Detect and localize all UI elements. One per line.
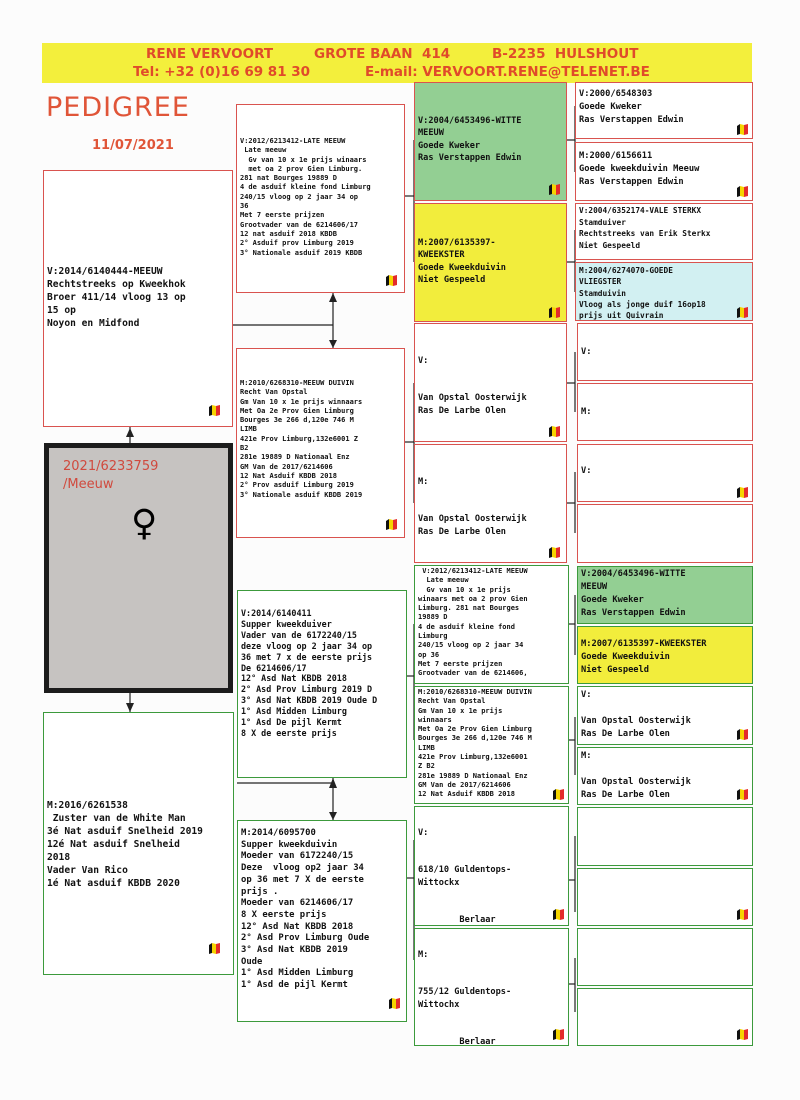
g4-text-3: V:2004/6352174-VALE STERKX Stamduiver Rechtstreeks van Erik Sterkx Niet Gespeeld <box>579 206 711 250</box>
dam-text: M:2016/6261538 Zuster van de White Man 3é Nat asduif Snelheid 2019 12é Nat asduif Snelheid 2018 Vader Van Rico 1é Nat asduif KBDB 2020 <box>47 800 203 889</box>
g4-box-16 <box>577 988 753 1046</box>
breeder-name: RENE VERVOORT <box>146 46 274 62</box>
g4-text-12: M: Van Opstal Oosterwijk Ras De Larbe Olen <box>581 751 691 800</box>
female-symbol-icon: ♀ <box>131 503 158 544</box>
g3-box-1 <box>414 82 567 201</box>
g4-box-4 <box>575 262 753 321</box>
g4-box-13 <box>577 807 753 866</box>
sire-dam-text: M:2010/6268310-MEEUW DUIVIN Recht Van Opstal Gm Van 10 x 1e prijs winnaars Met Oa 2e Prov Gien Limburg Bourges 3e 266 d,120e 746 M LIMB 421e Prov Limburg,132e6001 Z B2 281e 19889 D Nationaal Enz GM Van de 2017/6214606 12 Nat Asduif KBDB 2018 2° Prov asduif Limburg 2019 3° Nationale asduif KBDB 2019 <box>240 379 363 499</box>
g3-box-4 <box>414 444 567 563</box>
belgian-flag-icon <box>736 184 750 198</box>
g3-text-5: V:2012/6213412-LATE MEEUW Late meeuw Gv van 10 x 1e prijs winaars met oa 2 prov Gien Limburg. 281 nat Bourges 19889 D 4 de asduif kleine fond Limburg 240/15 vloog op 2 jaar 34 op 36 Met 7 eerste prijzen Grootvader van de 6214606, <box>418 567 528 678</box>
g4-box-1 <box>575 82 753 139</box>
g3-text-2: M:2007/6135397- KWEEKSTER Goede Kweekduivin Niet Gespeeld <box>418 238 506 286</box>
belgian-flag-icon <box>388 996 402 1010</box>
g4-box-11 <box>577 686 753 745</box>
pedigree-date: 11/07/2021 <box>92 138 174 153</box>
belgian-flag-icon <box>552 787 566 801</box>
g4-text-6: M: <box>581 407 592 417</box>
g3-box-2 <box>414 203 567 322</box>
g4-text-2: M:2000/6156611 Goede kweekduivin Meeuw Ras Verstappen Edwin <box>579 151 700 187</box>
g4-box-5 <box>577 323 753 381</box>
belgian-flag-icon <box>736 907 750 921</box>
g3-text-6: M:2010/6268310-MEEUW DUIVIN Recht Van Opstal Gm Van 10 x 1e prijs winnaars Met Oa 2e Prov Gien Limburg Bourges 3e 266 d,120e 746 M LIMB 421e Prov Limburg,132e6001 Z B2 281e 19889 D Nationaal Enz GM Van de 2017/6214606 12 Nat Asduif KBDB 2018 <box>418 688 532 799</box>
page-title: PEDIGREE <box>46 92 190 123</box>
g4-text-5: V: <box>581 347 592 357</box>
dam-sire-text: V:2014/6140411 Supper kweekduiver Vader van de 6172240/15 deze vloog op 2 jaar 34 op 36 met 7 x de eerste prijs De 6214606/17 12° Asd Nat KBDB 2018 2° Asd Prov Limburg 2019 D 3° Asd Nat KBDB 2019 Oude D 1° Asd Midden Limburg 1° Asd De pijl Kermt 8 X de eerste prijs <box>241 608 378 738</box>
g4-box-14 <box>577 868 753 926</box>
breeder-city: B-2235 HULSHOUT <box>492 46 639 62</box>
belgian-flag-icon <box>736 485 750 499</box>
g4-box-10 <box>577 626 753 684</box>
belgian-flag-icon <box>548 424 562 438</box>
belgian-flag-icon <box>736 122 750 136</box>
g4-box-15 <box>577 928 753 986</box>
sire-sire-text: V:2012/6213412-LATE MEEUW Late meeuw Gv van 10 x 1e prijs winaars met oa 2 prov Gien Limburg. 281 nat Bourges 19889 D 4 de asduif kleine fond Limburg 240/15 vloog op 2 jaar 34 op 36 Met 7 eerste prijzen Grootvader van de 6214606/17 12 nat asduif 2018 KBDB 2° Asduif prov Limburg 2019 3° Nationale asduif 2019 KBDB <box>240 137 371 257</box>
dam-dam-box <box>237 820 407 1022</box>
subject-name: /Meeuw <box>63 477 114 492</box>
sire-dam-box <box>236 348 405 538</box>
belgian-flag-icon <box>208 403 222 417</box>
belgian-flag-icon <box>552 1027 566 1041</box>
g4-box-6 <box>577 383 753 441</box>
belgian-flag-icon <box>736 305 750 319</box>
sire-text: V:2014/6140444-MEEUW Rechtstreeks op Kweekhok Broer 411/14 vloog 13 op 15 op Noyon en Midfond <box>47 266 186 329</box>
g4-text-4: M:2004/6274070-GOEDE VLIEGSTER Stamduivin Vloog als jonge duif 16op18 prijs uit Quivrain <box>579 266 706 321</box>
dam-box <box>43 712 234 975</box>
g4-text-1: V:2000/6548303 Goede Kweker Ras Verstappen Edwin <box>579 89 684 125</box>
g4-box-2 <box>575 142 753 201</box>
sire-sire-box <box>236 104 405 293</box>
g3-box-7 <box>414 806 569 926</box>
g3-text-7: V: 618/10 Guldentops- Wittockx Berlaar <box>418 828 512 925</box>
g3-box-6 <box>414 686 569 804</box>
breeder-email: E-mail: VERVOORT.RENE@TELENET.BE <box>365 64 650 80</box>
g4-text-9: V:2004/6453496-WITTE MEEUW Goede Kweker Ras Verstappen Edwin <box>581 569 686 618</box>
g3-box-8 <box>414 928 569 1046</box>
subject-photo <box>44 443 233 693</box>
breeder-phone: Tel: +32 (0)16 69 81 30 <box>133 64 311 80</box>
belgian-flag-icon <box>736 787 750 801</box>
belgian-flag-icon <box>548 305 562 319</box>
belgian-flag-icon <box>552 907 566 921</box>
belgian-flag-icon <box>208 941 222 955</box>
g3-box-3 <box>414 323 567 442</box>
belgian-flag-icon <box>548 545 562 559</box>
belgian-flag-icon <box>385 517 399 531</box>
belgian-flag-icon <box>736 1027 750 1041</box>
subject-ring: 2021/6233759 <box>63 459 159 474</box>
g4-box-8 <box>577 504 753 563</box>
belgian-flag-icon <box>385 273 399 287</box>
g4-box-12 <box>577 747 753 805</box>
g4-text-10: M:2007/6135397-KWEEKSTER Goede Kweekduivin Niet Gespeeld <box>581 639 707 675</box>
belgian-flag-icon <box>736 727 750 741</box>
g4-box-3 <box>575 203 753 260</box>
sire-box <box>43 170 233 427</box>
g3-text-1: V:2004/6453496-WITTE MEEUW Goede Kweker Ras Verstappen Edwin <box>418 116 522 164</box>
g4-text-7: V: <box>581 466 592 476</box>
dam-dam-text: M:2014/6095700 Supper kweekduivin Moeder van 6172240/15 Deze vloog op2 jaar 34 op 36 met 7 X de eerste prijs . Moeder van 6214606/17 8 X eerste prijs 12° Asd Nat KBDB 2018 2° Asd Prov Limburg Oude 3° Asd Nat KBDB 2019 Oude 1° Asd Midden Limburg 1° Asd de pijl Kermt <box>241 828 370 991</box>
g4-box-7 <box>577 444 753 502</box>
g4-box-9 <box>577 566 753 624</box>
g3-text-4: M: Van Opstal Oosterwijk Ras De Larbe Olen <box>418 477 527 537</box>
dam-sire-box <box>237 590 407 778</box>
g3-text-3: V: Van Opstal Oosterwijk Ras De Larbe Olen <box>418 356 527 416</box>
breeder-address: GROTE BAAN 414 <box>314 46 451 62</box>
belgian-flag-icon <box>548 182 562 196</box>
g4-text-11: V: Van Opstal Oosterwijk Ras De Larbe Olen <box>581 690 691 739</box>
g3-text-8: M: 755/12 Guldentops- Wittochx Berlaar <box>418 950 512 1046</box>
g3-box-5 <box>414 565 569 684</box>
